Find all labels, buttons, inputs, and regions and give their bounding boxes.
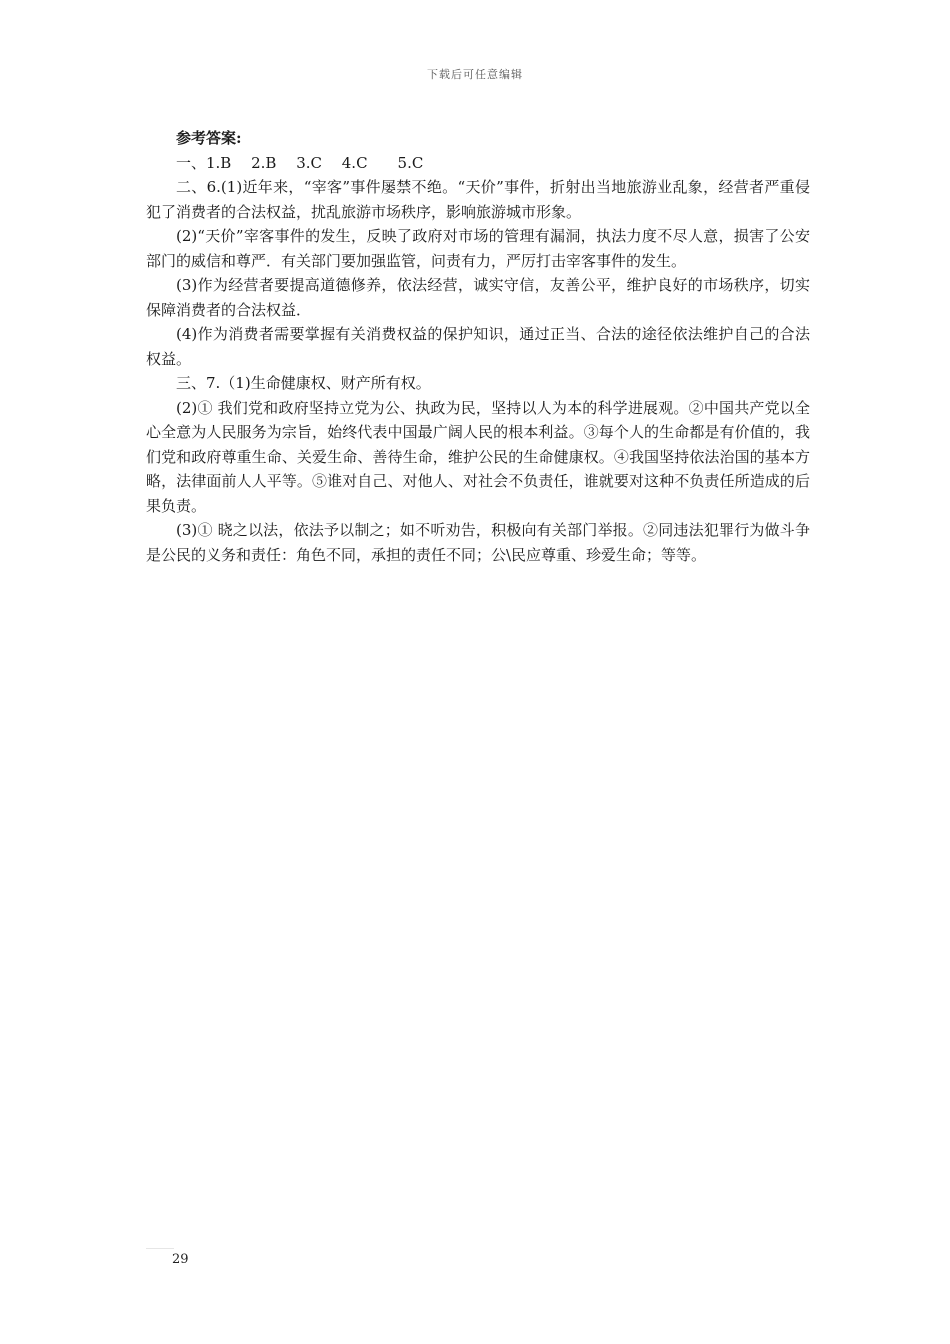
answer-7-part-2: (2)① 我们党和政府坚持立党为公、执政为民，坚持以人为本的科学进展观。②中国共产党以全心全意为人民服务为宗旨，始终代表中国最广阔人民的根本利益。③每个人的生命都是有价值的，我们党和政府尊重生命、关爱生命、善待生命，维护公民的生命健康权。④我国坚持依法治国的基本方略，法律面前人人平等。⑤谁对自己、对他人、对社会不负责任，谁就要对这种不负责任所造成的后果负责。 <box>146 398 810 515</box>
footer-rule <box>146 1248 174 1249</box>
answer-7-part-1: 三、7.（1)生命健康权、财产所有权。 <box>176 374 431 392</box>
answer-section-1: 一、1.B 2.B 3.C 4.C 5.C <box>176 153 424 172</box>
document-body <box>146 126 810 567</box>
answer-6-part-4: (4)作为消费者需要掌握有关消费权益的保护知识，通过正当、合法的途径依法维护自己的合法权益。 <box>146 325 810 368</box>
answer-6-part-1: 二、6.(1)近年来，“宰客”事件屡禁不绝。“天价”事件，折射出当地旅游业乱象，经营者严重侵犯了消费者的合法权益，扰乱旅游市场秩序，影响旅游城市形象。 <box>146 178 810 221</box>
answer-6-part-3: (3)作为经营者要提高道德修养，依法经营，诚实守信，友善公平，维护良好的市场秩序，切实保障消费者的合法权益． <box>146 276 810 319</box>
answer-7-part-3: (3)① 晓之以法，依法予以制之；如不听劝告，积极向有关部门举报。②同违法犯罪行为做斗争是公民的义务和责任：角色不同，承担的责任不同；公\民应尊重、珍爱生命；等等。 <box>146 521 810 564</box>
page-number: 29 <box>172 1252 189 1267</box>
answer-6-part-2: (2)“天价”宰客事件的发生，反映了政府对市场的管理有漏洞，执法力度不尽人意，损害了公安部门的威信和尊严．有关部门要加强监管，问责有力，严厉打击宰客事件的发生。 <box>146 227 810 270</box>
page-header: 下载后可任意编辑 <box>427 68 523 81</box>
answer-heading: 参考答案: <box>176 129 242 147</box>
